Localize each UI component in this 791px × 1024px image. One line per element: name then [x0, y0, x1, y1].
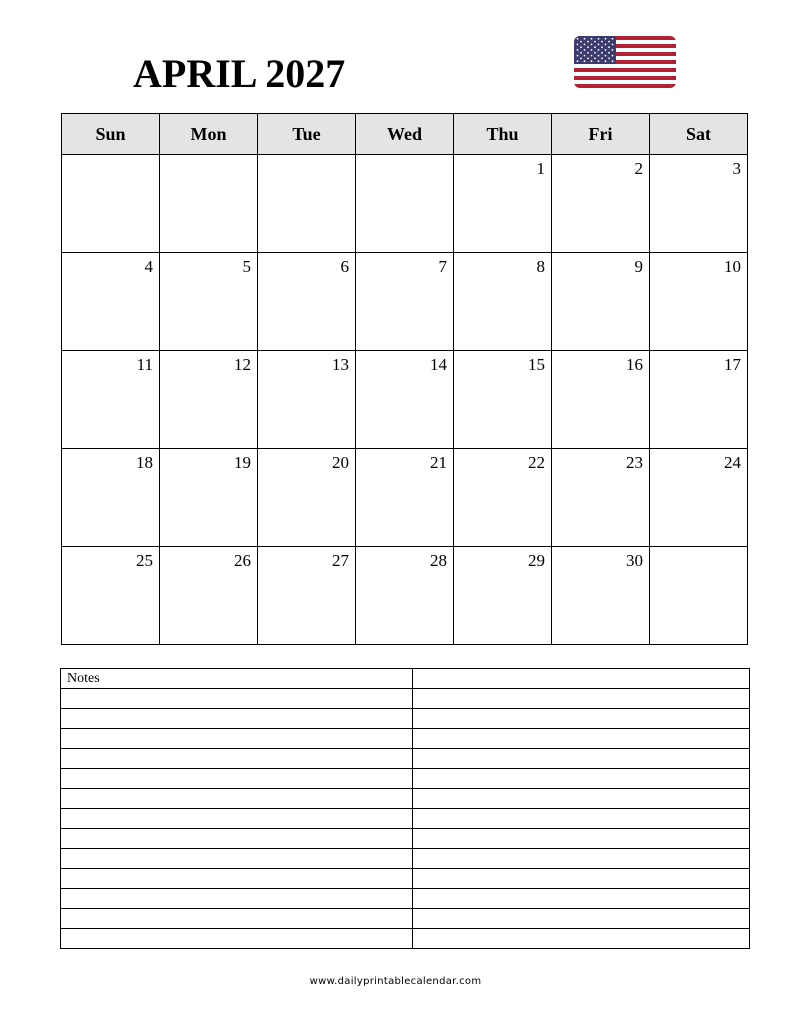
- calendar-day-cell: [356, 155, 454, 253]
- calendar-day-cell: [258, 547, 356, 645]
- day-number: 9: [634, 257, 643, 276]
- day-number: 22: [528, 453, 545, 472]
- notes-line-row: [61, 929, 750, 949]
- notes-section: [60, 668, 750, 949]
- calendar-day-cell: [160, 449, 258, 547]
- us-flag-icon: [574, 36, 676, 88]
- calendar-day-cell: [552, 547, 650, 645]
- notes-line-row: [61, 809, 750, 829]
- calendar-day-cell: [160, 253, 258, 351]
- notes-line-left: [61, 849, 413, 869]
- day-number: 30: [626, 551, 643, 570]
- calendar-day-cell: [258, 351, 356, 449]
- weekday-wed: Wed: [356, 114, 454, 155]
- calendar-day-cell: [650, 155, 748, 253]
- notes-line-row: [61, 669, 750, 689]
- notes-line-right: [413, 669, 750, 689]
- day-number: [349, 164, 355, 168]
- notes-line-right: [413, 909, 750, 929]
- notes-line-left: [61, 929, 413, 949]
- calendar-day-cell: [62, 253, 160, 351]
- weekday-thu: Thu: [454, 114, 552, 155]
- day-number: 20: [332, 453, 349, 472]
- calendar-day-cell: [552, 351, 650, 449]
- weekday-mon: Mon: [160, 114, 258, 155]
- day-number: 19: [234, 453, 251, 472]
- day-number: 10: [724, 257, 741, 276]
- calendar-week-row: [62, 547, 748, 645]
- day-number: 14: [430, 355, 447, 374]
- calendar-day-cell: [356, 253, 454, 351]
- day-number: [153, 164, 159, 168]
- calendar-week-row: [62, 253, 748, 351]
- notes-line-right: [413, 789, 750, 809]
- day-number: 5: [242, 257, 251, 276]
- day-number: [741, 556, 747, 560]
- calendar-day-cell: [552, 449, 650, 547]
- weekday-sat: Sat: [650, 114, 748, 155]
- notes-line-row: [61, 909, 750, 929]
- calendar-week-row: [62, 351, 748, 449]
- calendar-day-cell: [62, 449, 160, 547]
- notes-line-row: [61, 689, 750, 709]
- calendar-day-cell: [356, 449, 454, 547]
- notes-line-row: [61, 869, 750, 889]
- calendar-day-cell: [258, 449, 356, 547]
- notes-line-row: [61, 789, 750, 809]
- notes-line-left: [61, 669, 413, 689]
- day-number: 29: [528, 551, 545, 570]
- weekday-header-row: [62, 114, 748, 155]
- day-number: 18: [136, 453, 153, 472]
- notes-line-left: [61, 709, 413, 729]
- notes-line-right: [413, 849, 750, 869]
- calendar-day-cell: [454, 449, 552, 547]
- calendar-day-cell: [62, 547, 160, 645]
- calendar-day-cell: [454, 253, 552, 351]
- calendar-day-cell: [650, 253, 748, 351]
- calendar-day-cell: [552, 253, 650, 351]
- notes-line-right: [413, 929, 750, 949]
- calendar-day-cell: [650, 547, 748, 645]
- weekday-sun: Sun: [62, 114, 160, 155]
- calendar-day-cell: [62, 351, 160, 449]
- calendar-day-cell: [62, 155, 160, 253]
- weekday-tue: Tue: [258, 114, 356, 155]
- calendar-day-cell: [454, 351, 552, 449]
- notes-line-left: [61, 769, 413, 789]
- notes-line-left: [61, 829, 413, 849]
- day-number: 26: [234, 551, 251, 570]
- notes-line-left: [61, 749, 413, 769]
- day-number: 15: [528, 355, 545, 374]
- notes-line-row: [61, 709, 750, 729]
- day-number: [447, 164, 453, 168]
- calendar-day-cell: [258, 155, 356, 253]
- calendar-week-row: [62, 155, 748, 253]
- calendar-day-cell: [650, 351, 748, 449]
- notes-line-left: [61, 789, 413, 809]
- calendar-day-cell: [160, 155, 258, 253]
- notes-line-left: [61, 809, 413, 829]
- notes-line-right: [413, 729, 750, 749]
- notes-line-left: [61, 889, 413, 909]
- day-number: 13: [332, 355, 349, 374]
- notes-line-row: [61, 889, 750, 909]
- calendar-day-cell: [356, 547, 454, 645]
- notes-line-row: [61, 829, 750, 849]
- day-number: [251, 164, 257, 168]
- notes-line-row: [61, 849, 750, 869]
- day-number: 4: [144, 257, 153, 276]
- notes-line-right: [413, 829, 750, 849]
- day-number: 28: [430, 551, 447, 570]
- notes-line-right: [413, 769, 750, 789]
- notes-line-left: [61, 909, 413, 929]
- day-number: 23: [626, 453, 643, 472]
- day-number: 25: [136, 551, 153, 570]
- notes-line-left: [61, 729, 413, 749]
- calendar-day-cell: [650, 449, 748, 547]
- calendar-day-cell: [454, 155, 552, 253]
- day-number: 24: [724, 453, 741, 472]
- notes-line-row: [61, 769, 750, 789]
- day-number: 8: [536, 257, 545, 276]
- notes-line-right: [413, 689, 750, 709]
- day-number: 2: [634, 159, 643, 178]
- notes-line-row: [61, 749, 750, 769]
- notes-line-right: [413, 869, 750, 889]
- calendar-day-cell: [258, 253, 356, 351]
- calendar-day-cell: [552, 155, 650, 253]
- notes-line-row: [61, 729, 750, 749]
- day-number: 27: [332, 551, 349, 570]
- calendar-day-cell: [356, 351, 454, 449]
- notes-line-right: [413, 709, 750, 729]
- calendar-week-row: [62, 449, 748, 547]
- website-footer: www.dailyprintablecalendar.com: [309, 976, 482, 987]
- page-title: APRIL 2027: [133, 51, 346, 96]
- weekday-fri: Fri: [552, 114, 650, 155]
- notes-line-left: [61, 869, 413, 889]
- calendar-day-cell: [454, 547, 552, 645]
- notes-line-right: [413, 809, 750, 829]
- day-number: 1: [536, 159, 545, 178]
- day-number: 6: [340, 257, 349, 276]
- day-number: 3: [732, 159, 741, 178]
- day-number: 7: [438, 257, 447, 276]
- day-number: 12: [234, 355, 251, 374]
- day-number: 16: [626, 355, 643, 374]
- notes-line-right: [413, 749, 750, 769]
- notes-line-left: [61, 689, 413, 709]
- day-number: 21: [430, 453, 447, 472]
- notes-label: Notes: [67, 671, 100, 686]
- calendar-day-cell: [160, 351, 258, 449]
- day-number: 11: [136, 355, 153, 374]
- day-number: 17: [724, 355, 741, 374]
- calendar-day-cell: [160, 547, 258, 645]
- notes-line-right: [413, 889, 750, 909]
- calendar-grid: [61, 113, 748, 645]
